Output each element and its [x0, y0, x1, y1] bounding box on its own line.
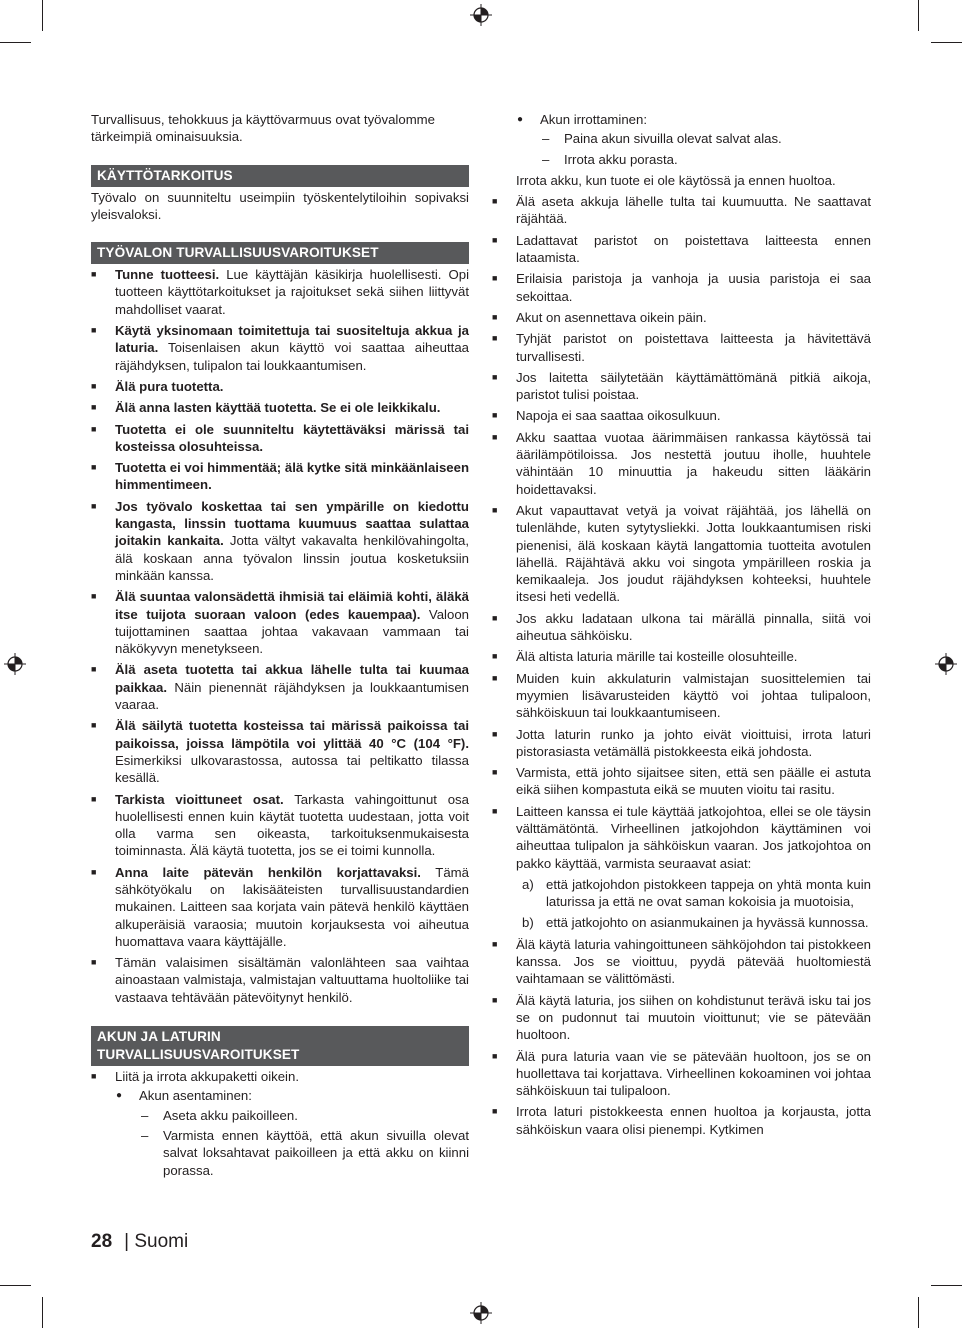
battery-safety-list-continued	[492, 111, 871, 168]
list-item: ■ Tuotetta ei voi himmentää; älä kytke sitä minkäänlaiseen himmentimeen.	[91, 459, 469, 494]
crop-mark	[42, 0, 43, 31]
list-item: ■ Jos työvalo koskettaa tai sen ympärille on kiedottu kangasta, linssin tuottama kuumuus saattaa sulattaa joitakin kankaita. Jotta vältyt vakavalta henkilövahingolta, älä koskaan anna työvalon linssin joutua kosketuksiin minkään kanssa.	[91, 498, 469, 584]
list-item: ■ Älä säilytä tuotetta kosteissa tai märissä paikoissa tai paikoissa, joissa lämpötila voi ylittää 40 °C (104 °F). Esimerkiksi ulkovarastossa, autossa tai peltikatto tilassa kesällä.	[91, 717, 469, 786]
crop-mark	[42, 1297, 43, 1328]
list-item: ■ Älä pura laturia vaan vie se pätevään huoltoon, jos se on huollettava tai korjattava. Virheellinen kokoaminen voi johtaa sähköiskuun tai tulipaloon.	[492, 1048, 871, 1100]
right-column	[492, 111, 871, 1142]
left-column	[91, 111, 469, 1183]
list-item: ■ Jos laitetta säilytetään käyttämättömänä pitkiä aikoja, paristot tulisi poistaa.	[492, 369, 871, 404]
registration-mark-icon	[470, 1302, 492, 1324]
page-footer	[91, 1230, 188, 1254]
list-item: ■ Jotta laturin runko ja johto eivät vioittuisi, irrota laturi pistorasiasta vetämällä pistokkeesta eikä johdosta.	[492, 726, 871, 761]
list-item: ■ Tämän valaisimen sisältämän valonlähteen saa vaihtaa ainoastaan valmistaja, valmistajan valtuuttama huoltoliike tai vastaava tehtävään pätevöitynyt henkilö.	[91, 954, 469, 1006]
step-item: – Irrota akku porasta.	[540, 151, 871, 168]
crop-mark	[918, 1297, 919, 1328]
list-item: ■ Muiden kuin akkulaturin valmistajan suosittelemien tai myymien lisävarusteiden käyttö voi johtaa tulipaloon, sähköiskuun tai loukkaantumiseen.	[492, 670, 871, 722]
purpose-paragraph: Työvalo on suunniteltu useimpiin työskentelytiloihin sopivaksi yleisvaloksi.	[91, 189, 469, 222]
heading-line: AKUN JA LATURIN	[97, 1029, 221, 1045]
list-item: ■ Erilaisia paristoja ja vanhoja ja uusia paristoja ei saa sekoittaa.	[492, 270, 871, 305]
list-item: ■ Älä aseta tuotetta tai akkua lähelle tulta tai kuumaa paikkaa. Näin pienennät räjähdyksen ja loukkaantumisen vaaraa.	[91, 661, 469, 713]
step-item: – Aseta akku paikoilleen.	[139, 1107, 469, 1124]
list-item: ■ Laitteen kanssa ei tule käyttää jatkojohtoa, ellei se ole täysin välttämätöntä. Virheellinen jatkojohdon käyttäminen voi aiheuttaa tulipalon ja sähköiskun vaaran. Jos jatkojohtoa on pakko käyttää, varmista seuraavat asiat: a) että jatkojohdon pistokkeen tappeja on yhtä monta kuin laturissa ja että ne ovat saman kokoisia ja muotoisia, b) että jatkojohto on asianmukainen ja hyvässä kunnossa.	[492, 803, 871, 932]
list-item: ■ Ladattavat paristot on poistettava laitteesta ennen lataamista.	[492, 232, 871, 267]
sub-list-item: ● Akun asentaminen: – Aseta akku paikoilleen. – Varmista ennen käyttöä, että akun sivuilla olevat salvat loksahtavat paikoilleen ja että akku on kiinni porassa.	[115, 1087, 469, 1178]
list-item: ■ Älä käytä laturia, jos siihen on kohdistunut terävä isku tai jos se on pudonnut tai muutoin vioittunut; vie se pätevään huoltoon.	[492, 992, 871, 1044]
section-heading-battery-charger-safety	[91, 1026, 469, 1066]
section-heading-worklight-safety: TYÖVALON TURVALLISUUSVAROITUKSET	[91, 242, 469, 264]
list-item: ■ Tunne tuotteesi. Lue käyttäjän käsikirja huolellisesti. Opi tuotteen käyttötarkoitukset ja rajoitukset sekä siihen liittyvät mahdolliset vaarat.	[91, 266, 469, 318]
list-item: ■ Anna laite pätevän henkilön korjattavaksi. Tämä sähkötyökalu on lakisääteisten turvallisuustandardien mukainen. Laitteen saa korjata vain pätevä henkilö käyttäen alkuperäisiä varaosia; muutoin korjauksesta voi aiheutua huomattava vaara käyttäjälle.	[91, 864, 469, 950]
list-item: ■ Akku saattaa vuotaa äärimmäisen rankassa käytössä tai äärilämpötiloissa. Jos nestettä joutuu iholle, huuhtele vähintään 10 minuuttia ja hakeudu sitten lääkärin hoidettavaksi.	[492, 429, 871, 498]
worklight-safety-list	[91, 266, 469, 1006]
intro-paragraph: Turvallisuus, tehokkuus ja käyttövarmuus ovat työvalomme tärkeimpiä ominaisuuksia.	[91, 112, 435, 145]
language-label: | Suomi	[124, 1231, 189, 1252]
crop-mark	[0, 1285, 31, 1286]
list-item: ■ Tarkista vioittuneet osat. Tarkasta vahingoittunut osa huolellisesti ennen kuin käytät tuotetta uudestaan, jotta voit olla varma sen oikeasta, tarkoituksenmukaisesta toiminnasta. Älä käytä tuotetta, jos se ei toimi kunnolla.	[91, 791, 469, 860]
battery-safety-list-start	[91, 1068, 469, 1179]
step-item: – Paina akun sivuilla olevat salvat alas.	[540, 130, 871, 147]
sub-list-item: ● Akun irrottaminen: – Paina akun sivuilla olevat salvat alas. – Irrota akku porasta.	[516, 111, 871, 168]
list-item: ■ Akut vapauttavat vetyä ja voivat räjähtää, jos lähellä on tulenlähde, kuten sytytysliekki. Jotta loukkaantumisen riski pienenisi, älä koskaan käytä langattomia tuotteita avotulen lähellä. Räjähtävä akku voi singota ympärilleen roskia ja kemikaaleja. Jos joudut räjähdyksen kohteeksi, huuhtele itsesi heti vedellä.	[492, 502, 871, 606]
list-item: ■ Liitä ja irrota akkupaketti oikein. ● Akun asentaminen: – Aseta akku paikoilleen. – Varmista ennen käyttöä, että akun sivuilla olevat salvat loksahtavat paikoilleen ja että akku on kiinni porassa.	[91, 1068, 469, 1179]
crop-mark	[0, 42, 31, 43]
list-item: ■ Varmista, että johto sijaitsee siten, että sen päälle ei astuta eikä siihen kompastuta eikä se muuten vioitu tai rasitu.	[492, 764, 871, 799]
list-item: ■ Jos akku ladataan ulkona tai märällä pinnalla, siitä voi aiheutua sähköisku.	[492, 610, 871, 645]
list-item: ■ Tyhjät paristot on poistettava laitteesta ja hävitettävä turvallisesti.	[492, 330, 871, 365]
list-item: ■ Älä käytä laturia vahingoittuneen sähköjohdon tai pistokkeen kanssa. Jos se vioittuu, pyydä pätevää huoltomiestä vaihtamaan se välittömästi.	[492, 936, 871, 988]
battery-safety-items	[492, 172, 871, 1138]
condition-item: b) että jatkojohto on asianmukainen ja hyvässä kunnossa.	[522, 915, 869, 931]
page-number: 28	[91, 1231, 113, 1252]
list-item: ■ Irrota laturi pistokkeesta ennen huoltoa ja korjausta, jotta sähköiskun vaara olisi pienempi. Kytkimen	[492, 1103, 871, 1138]
crop-mark	[918, 0, 919, 31]
step-item: – Varmista ennen käyttöä, että akun sivuilla olevat salvat loksahtavat paikoilleen ja että akku on kiinni porassa.	[139, 1127, 469, 1179]
list-item: ■ Napoja ei saa saattaa oikosulkuun.	[492, 407, 871, 424]
crop-mark	[931, 42, 962, 43]
list-item: ■ Älä aseta akkuja lähelle tulta tai kuumuutta. Ne saattavat räjähtää.	[492, 193, 871, 228]
list-item: ■ Älä altista laturia märille tai kosteille olosuhteille.	[492, 648, 871, 665]
list-item: ■ Tuotetta ei ole suunniteltu käytettäväksi märissä tai kosteissa olosuhteissa.	[91, 421, 469, 456]
list-item: ■ Käytä yksinomaan toimitettuja tai suositeltuja akkua ja laturia. Toisenlaisen akun käyttö voi saattaa aiheuttaa räjähdyksen, tulipalon tai loukkaantumisen.	[91, 322, 469, 374]
list-item: ■ Älä anna lasten käyttää tuotetta. Se ei ole leikkikalu.	[91, 399, 469, 416]
section-heading-purpose: KÄYTTÖTARKOITUS	[91, 165, 469, 187]
registration-mark-icon	[470, 4, 492, 26]
list-item	[492, 111, 871, 168]
extension-cord-conditions	[516, 876, 871, 932]
crop-mark	[931, 1285, 962, 1286]
heading-line: TURVALLISUUSVAROITUKSET	[97, 1047, 300, 1063]
list-item: ■ Älä suuntaa valonsädettä ihmisiä tai eläimiä kohti, äläkä itse tuijota suoraan valoon (edes kauempaa). Valoon tuijottaminen saattaa johtaa vakavaan vammaan tai näkökyvyn menetykseen.	[91, 588, 469, 657]
list-item: ■ Akut on asennettava oikein päin.	[492, 309, 871, 326]
registration-mark-icon	[935, 653, 957, 675]
list-item: ■ Älä pura tuotetta.	[91, 378, 469, 395]
condition-item: a) että jatkojohdon pistokkeen tappeja on yhtä monta kuin laturissa ja että ne ovat saman kokoisia ja muotoisia,	[522, 876, 871, 910]
registration-mark-icon	[4, 653, 26, 675]
list-item: Irrota akku, kun tuote ei ole käytössä ja ennen huoltoa.	[516, 172, 836, 188]
